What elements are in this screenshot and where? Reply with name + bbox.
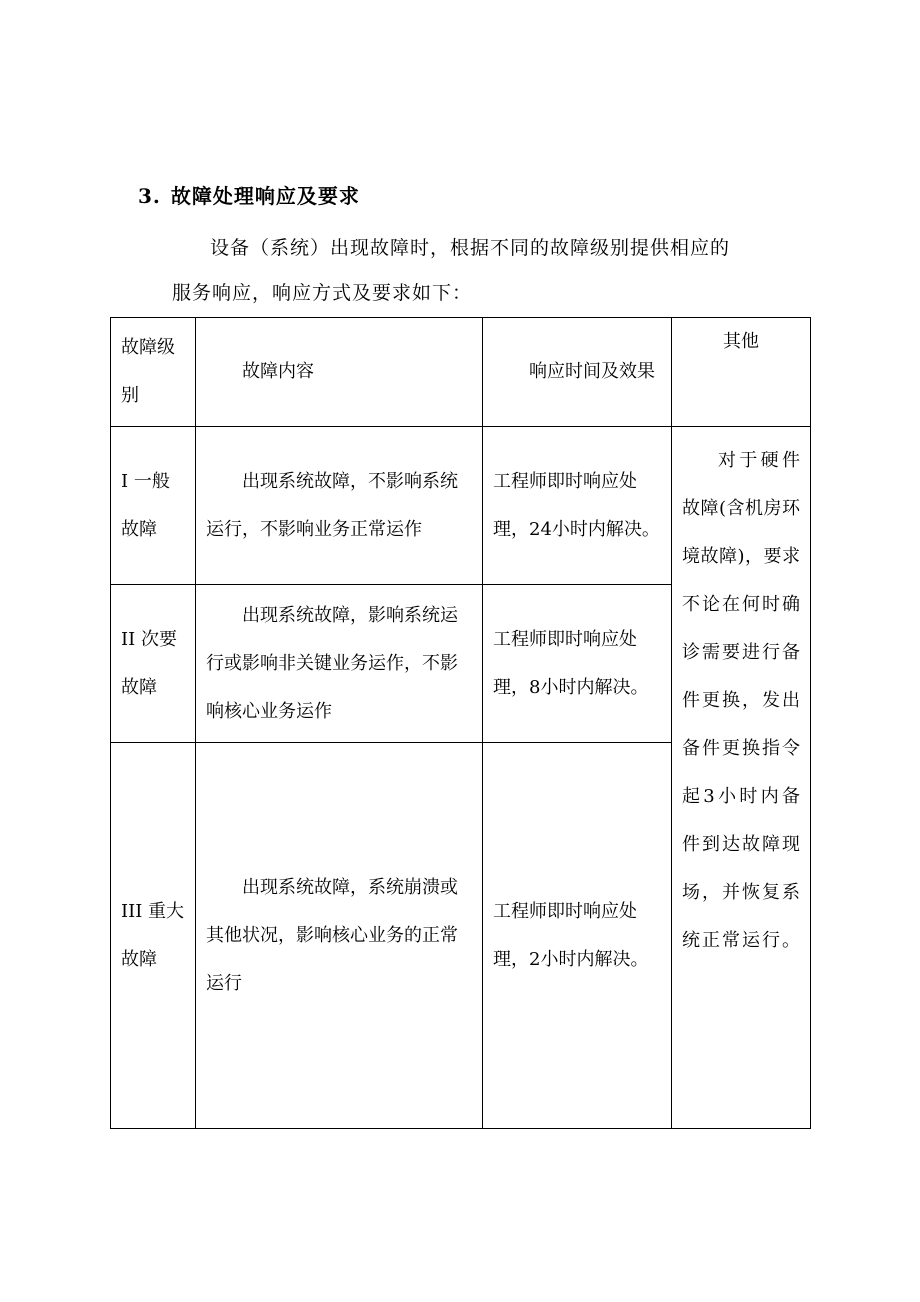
intro-line-2: 服务响应，响应方式及要求如下： xyxy=(172,282,473,304)
section-number: 3. xyxy=(138,184,161,208)
table-row xyxy=(111,427,811,585)
row-level: III 重大故障 xyxy=(111,743,196,1129)
intro-paragraph xyxy=(172,226,787,316)
row-content: 出现系统故障，不影响系统运行，不影响业务正常运作 xyxy=(196,427,483,585)
row-content: 出现系统故障，系统崩溃或其他状况，影响核心业务的正常运行 xyxy=(196,743,483,1129)
intro-line-1: 设备（系统）出现故障时，根据不同的故障级别提供相应的 xyxy=(210,237,731,259)
table-header-row xyxy=(111,318,811,427)
header-content: 故障内容 xyxy=(196,318,483,427)
header-response: 响应时间及效果 xyxy=(483,318,672,427)
header-other: 其他 xyxy=(672,318,811,427)
section-heading xyxy=(138,180,360,209)
row-level: I 一般故障 xyxy=(111,427,196,585)
fault-response-table xyxy=(110,317,811,1129)
row-response: 工程师即时响应处理，24小时内解决。 xyxy=(483,427,672,585)
row-response: 工程师即时响应处理，2小时内解决。 xyxy=(483,743,672,1129)
row-level: II 次要故障 xyxy=(111,585,196,743)
header-level: 故障级别 xyxy=(111,318,196,427)
row-content: 出现系统故障，影响系统运行或影响非关键业务运作，不影响核心业务运作 xyxy=(196,585,483,743)
section-title: 故障处理响应及要求 xyxy=(170,184,360,208)
other-note: 对于硬件故障(含机房环境故障)，要求不论在何时确诊需要进行备件更换，发出备件更换指令起3小时内备件到达故障现场，并恢复系统正常运行。 xyxy=(672,427,811,1129)
row-response: 工程师即时响应处理，8小时内解决。 xyxy=(483,585,672,743)
